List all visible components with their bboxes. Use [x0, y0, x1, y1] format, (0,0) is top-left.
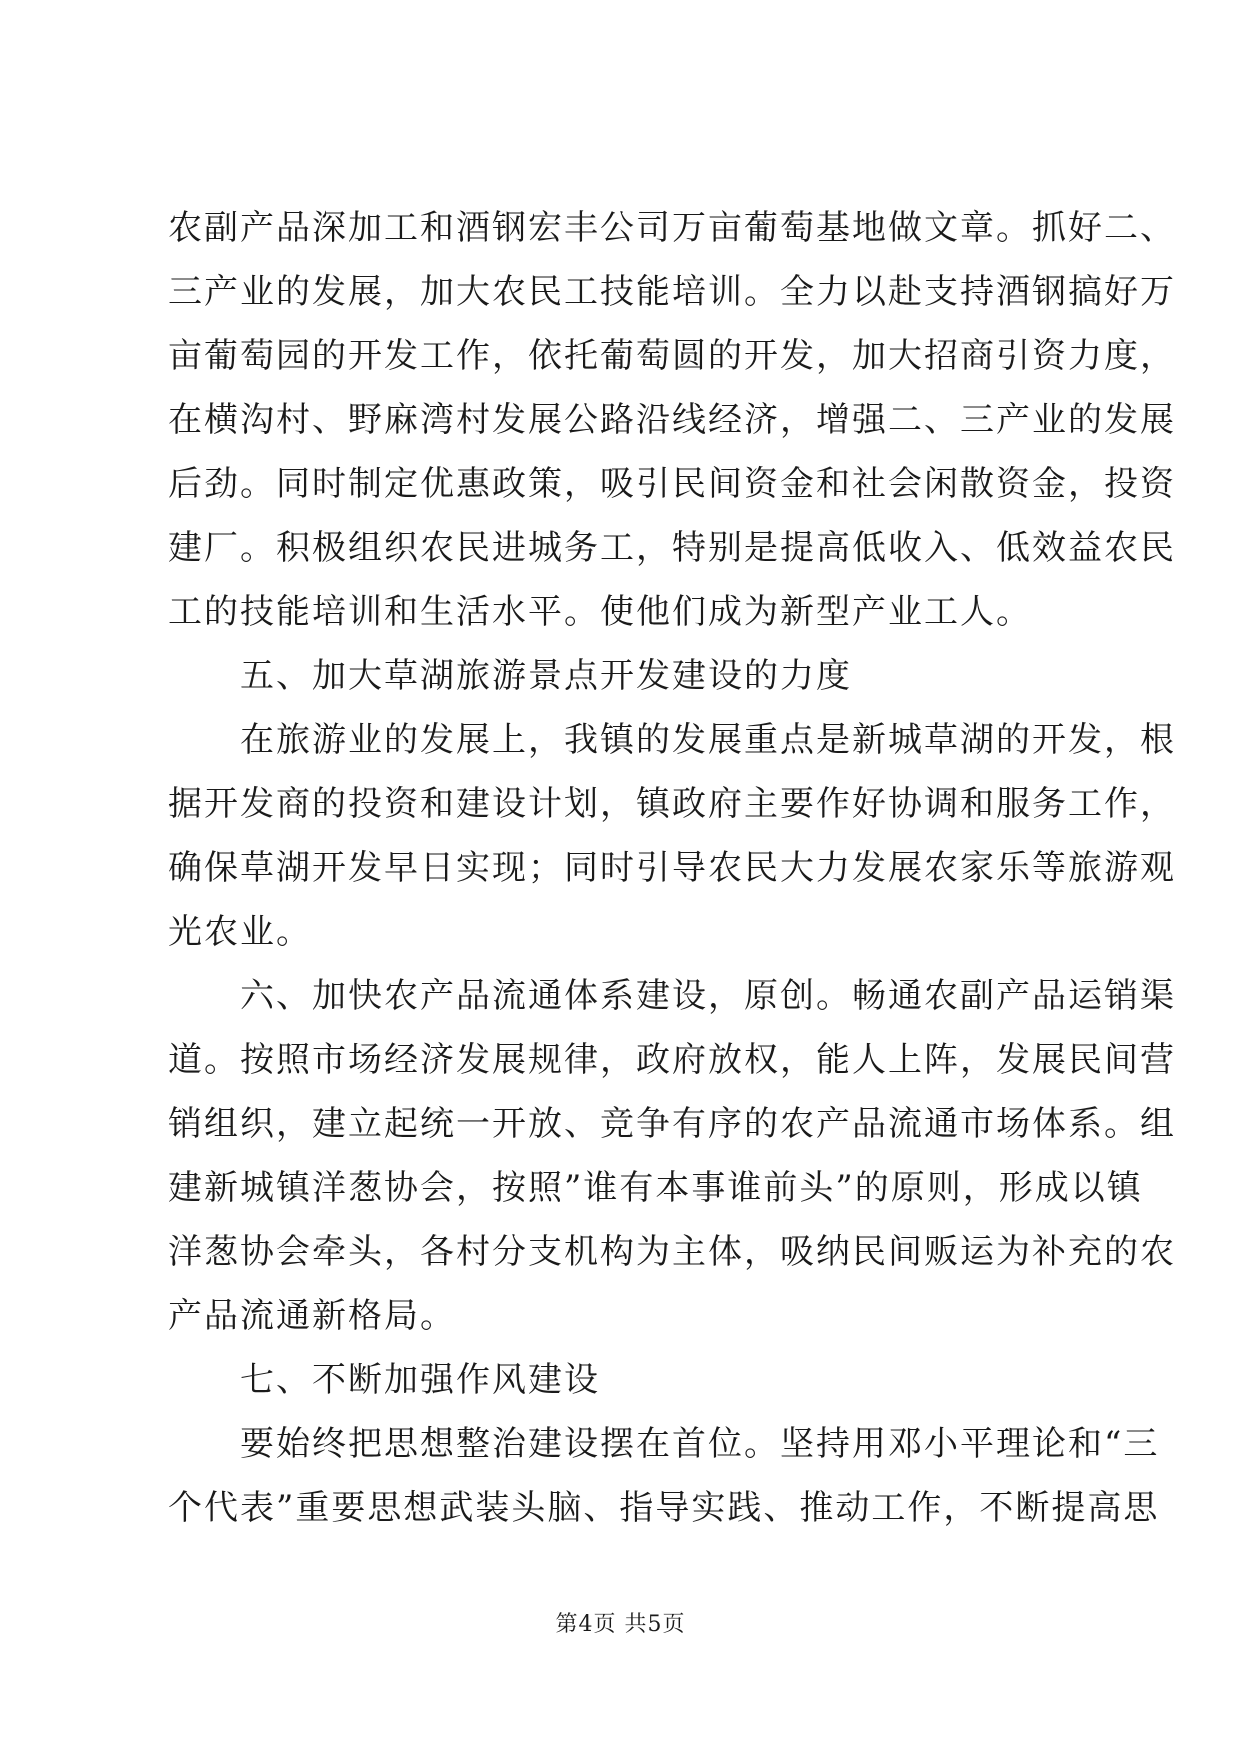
section-heading-7: 七、不断加强作风建设	[168, 1360, 600, 1400]
page-footer: 第4页 共5页	[555, 1612, 686, 1637]
text-line: 建新城镇洋葱协会，按照”谁有本事谁前头”的原则，形成以镇	[168, 1168, 1143, 1208]
text-line: 后劲。同时制定优惠政策，吸引民间资金和社会闲散资金，投资	[168, 464, 1176, 504]
text-line: 销组织，建立起统一开放、竞争有序的农产品流通市场体系。组	[168, 1104, 1176, 1144]
text-line: 光农业。	[168, 912, 312, 952]
text-line: 在旅游业的发展上，我镇的发展重点是新城草湖的开发，根	[168, 720, 1176, 760]
text-line: 产品流通新格局。	[168, 1296, 456, 1336]
text-line: 亩葡萄园的开发工作，依托葡萄圆的开发，加大招商引资力度，	[168, 336, 1176, 376]
text-line: 工的技能培训和生活水平。使他们成为新型产业工人。	[168, 592, 1032, 632]
text-line: 要始终把思想整治建设摆在首位。坚持用邓小平理论和“三	[168, 1424, 1160, 1464]
section-heading-6: 六、加快农产品流通体系建设，原创。畅通农副产品运销渠	[168, 976, 1176, 1016]
text-line: 农副产品深加工和酒钢宏丰公司万亩葡萄基地做文章。抓好二、	[168, 208, 1176, 248]
text-line: 建厂。积极组织农民进城务工，特别是提高低收入、低效益农民	[168, 528, 1176, 568]
document-body	[168, 196, 1176, 1540]
text-line: 据开发商的投资和建设计划，镇政府主要作好协调和服务工作，	[168, 784, 1176, 824]
section-heading-5: 五、加大草湖旅游景点开发建设的力度	[168, 656, 852, 696]
text-line: 确保草湖开发早日实现；同时引导农民大力发展农家乐等旅游观	[168, 848, 1176, 888]
text-line: 道。按照市场经济发展规律，政府放权，能人上阵，发展民间营	[168, 1040, 1176, 1080]
text-line: 洋葱协会牵头，各村分支机构为主体，吸纳民间贩运为补充的农	[168, 1232, 1176, 1272]
text-line: 三产业的发展，加大农民工技能培训。全力以赴支持酒钢搞好万	[168, 272, 1176, 312]
text-line: 在横沟村、野麻湾村发展公路沿线经济，增强二、三产业的发展	[168, 400, 1176, 440]
text-line: 个代表”重要思想武装头脑、指导实践、推动工作，不断提高思	[168, 1488, 1160, 1528]
